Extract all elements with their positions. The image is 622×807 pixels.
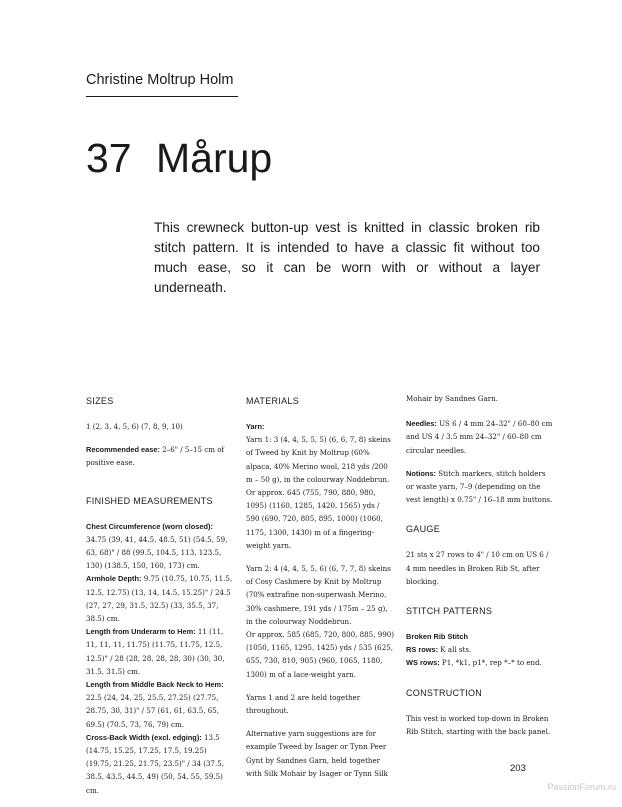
column-1 (86, 396, 234, 807)
yarn-2-text: Yarn 2: 4 (4, 4, 5, 5, 6) (6, 7, 7, 8) skeins of Cosy Cashmere by Knit by Moltrup (70% extrafine non-superwash Merino, 30% cashmere, 191 yds / 175m – 25 g), in the colourway Noddebrun. (246, 564, 391, 626)
stitch-pattern-block (406, 630, 554, 670)
needles-paragraph (406, 417, 554, 457)
pattern-name: Mårup (156, 135, 273, 181)
rs-rows-text: K all sts. (438, 645, 472, 655)
measurement-label: Armhole Depth: (86, 574, 142, 584)
measurement-label: Chest Circumference (worn closed): (86, 521, 213, 531)
measurement-item (86, 572, 234, 625)
measurement-item (86, 731, 234, 797)
measurement-item (86, 625, 234, 678)
pattern-number: 37 (86, 135, 132, 181)
column-3 (406, 392, 554, 748)
stitch-pattern-name: Broken Rib Stitch (406, 632, 469, 642)
yarn-label: Yarn: (246, 422, 265, 431)
ws-rows-line (406, 656, 554, 669)
ease-paragraph (86, 443, 234, 469)
measurement-item (86, 520, 234, 573)
measurement-text: 22.5 (24, 24, 25, 25.5, 27.25) (27.75, 28.75, 30, 31)" / 57 (61, 61, 63.5, 65, 69.5) (70.5, 73, 76, 79) cm. (86, 693, 220, 729)
needles-label: Needles: (406, 419, 437, 429)
intro-paragraph: This crewneck button-up vest is knitted in classic broken rib stitch pattern. It is intended to have a classic fit without too much ease, so it can be worn with or without a layer underneath. (154, 220, 540, 295)
notions-label: Notions: (406, 468, 436, 478)
measurement-text: 34.75 (39, 41, 44.5, 48.5, 51) (54.5, 59, 63, 68)" / 88 (99.5, 104.5, 113, 123.5, 130) (138.5, 150, 160, 173) cm. (86, 534, 228, 571)
yarn-1-paragraph (246, 420, 394, 486)
yarn-1-alt: Or approx. 645 (755, 790, 880, 980, 1095) (1160, 1285, 1420, 1565) yds / 590 (690, 720, 805, 895, 1000) (1060, 1175, 1300, 1430) m of a fingering-weight yarn. (246, 488, 383, 550)
notions-paragraph (406, 467, 554, 507)
watermark: PassionForum.ru (547, 782, 616, 792)
stitch-patterns-heading: STITCH PATTERNS (406, 606, 493, 617)
yarn-2-alt: Or approx. 585 (685, 720, 800, 885, 990) (1050, 1165, 1295, 1425) yds / 535 (625, 655, 730, 810, 905) (960, 1065, 1180, 1300) m of a lace-weight yarn. (246, 630, 395, 679)
rs-rows-label: RS rows: (406, 645, 439, 655)
alternative-yarns-continued: Mohair by Sandnes Garn. (406, 394, 499, 403)
author-name: Christine Moltrup Holm (86, 72, 234, 88)
rs-rows-line (406, 643, 554, 656)
yarn-1-text: Yarn 1: 3 (4, 4, 5, 5, 5) (6, 6, 7, 8) skeins of Tweed by Knit by Moltrup (60% alpaca, 40% Merino wool, 218 yds /200 m – 50 g), in the colourway Noddebrun. (246, 435, 391, 484)
ease-text: 2–6" / 5–15 cm of positive ease. (86, 445, 225, 468)
ease-label: Recommended ease: (86, 445, 160, 455)
finished-heading: FINISHED MEASUREMENTS (86, 495, 213, 506)
measurement-label: Length from Underarm to Hem: (86, 627, 196, 637)
alternative-yarns: Alternative yarn suggestions are for example Tweed by Isager or Tynn Peer Gynt by Sandnes Garn, held together with Silk Mohair by Isager or Tynn Silk (246, 729, 388, 778)
ws-rows-label: WS rows: (406, 658, 440, 668)
column-2 (246, 396, 394, 790)
pattern-title (86, 135, 273, 181)
needles-text: US 6 / 4 mm 24–32" / 60–80 cm and US 4 / 3.5 mm 24–32" / 60–80 cm circular needles. (406, 419, 553, 455)
sizes-heading: SIZES (86, 396, 114, 406)
sizes-values: 1 (2, 3, 4, 5, 6) (7, 8, 9, 10) (86, 422, 183, 431)
measurement-label: Length from Middle Back Neck to Hem: (86, 680, 224, 690)
measurement-text: 13.5 (14.75, 15.25, 17.25, 17.5, 19.25) (19.75, 21.25, 21.75, 23.5)" / 34 (37.5, 38.5, 43.5, 44.5, 49) (50, 54, 55, 59.5) cm. (86, 732, 225, 795)
measurement-text: 9.75 (10.75, 10.75, 11.5, 12.5, 12.75) (13, 14, 14.5, 15.25)" / 24.5 (27, 27, 29, 31.5, 32.5) (33, 35.5, 37, 38.5) cm. (86, 574, 233, 624)
materials-heading: MATERIALS (246, 396, 300, 406)
ws-rows-text: P1, *k1, p1*, rep *–* to end. (439, 658, 542, 668)
gauge-heading: GAUGE (406, 524, 441, 535)
measurement-label: Cross-Back Width (excl. edging): (86, 732, 202, 742)
construction-heading: CONSTRUCTION (406, 687, 483, 698)
author-rule (86, 96, 238, 97)
measurement-text: 11 (11, 11, 11, 11, 11.75) (11.75, 11.75, 12.5, 12.5)" / 28 (28, 28, 28, 28, 30) (30, 30, 31.5, 31.5) cm. (86, 627, 225, 676)
measurement-item (86, 678, 234, 731)
notions-text: Stitch markers, stitch holders or waste yarn, 7–9 (depending on the vest length) x 0.75" / 16–18 mm buttons. (406, 468, 553, 505)
page-number: 203 (510, 763, 526, 774)
yarns-together-note: Yarns 1 and 2 are held together throughout. (246, 692, 361, 716)
gauge-text: 21 sts x 27 rows to 4" / 10 cm on US 6 / 4 mm needles in Broken Rib St, after blocking. (406, 550, 549, 586)
construction-text: This vest is worked top-down in Broken Rib Stitch, starting with the back panel. (406, 713, 551, 736)
